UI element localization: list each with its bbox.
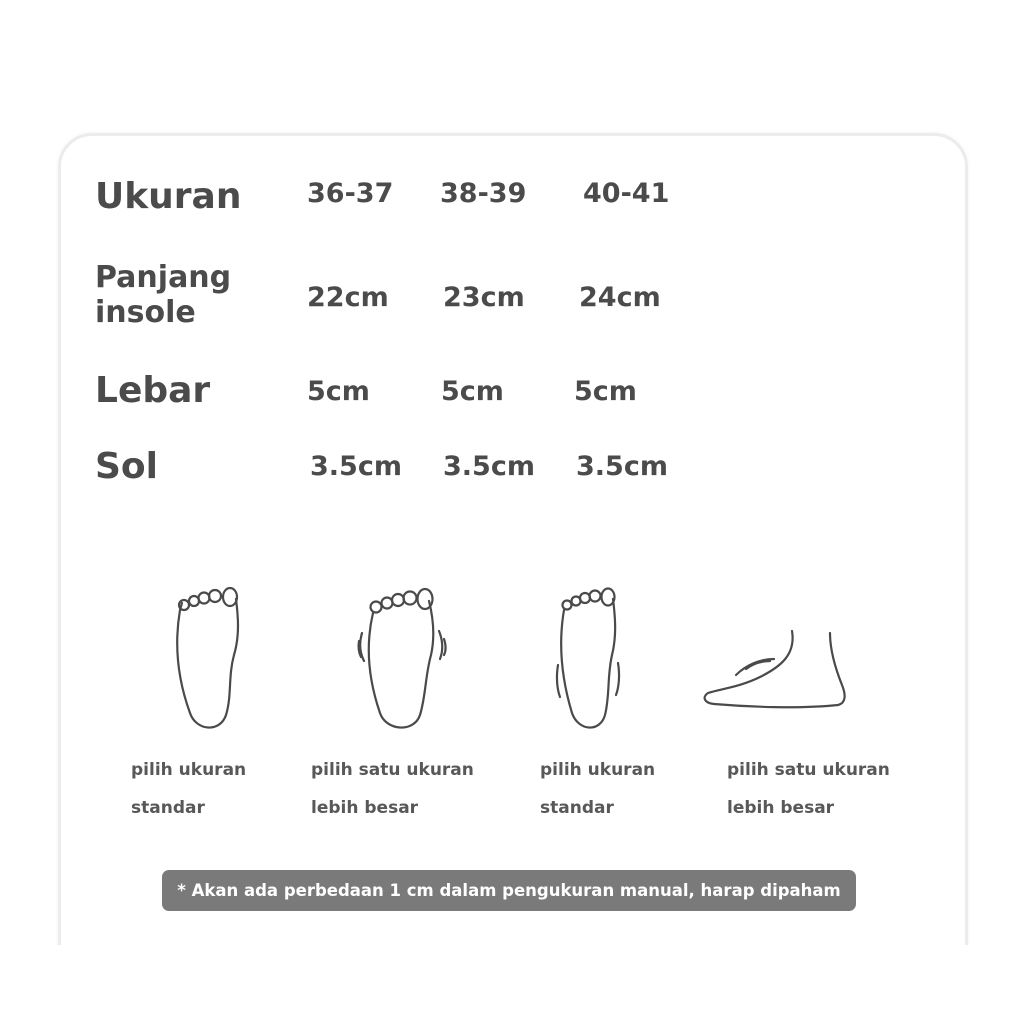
row-label-sol: Sol (95, 446, 158, 487)
size-value: 36-37 (307, 178, 394, 209)
caption-line: standar (540, 798, 614, 818)
length-value: 23cm (443, 282, 525, 313)
caption-line: pilih satu ukuran (727, 760, 890, 780)
row-label-line: insole (95, 294, 196, 330)
caption-line: lebih besar (727, 798, 835, 818)
caption-line: standar (131, 798, 205, 818)
guide-caption (131, 760, 246, 818)
row-label-line: Panjang (95, 260, 232, 295)
sole-value: 3.5cm (576, 451, 668, 482)
sole-value: 3.5cm (310, 451, 402, 482)
caption-line: lebih besar (311, 798, 419, 818)
length-value: 24cm (579, 282, 661, 313)
high-instep-foot-icon (700, 625, 850, 710)
guide-caption (727, 760, 890, 818)
caption-line: pilih ukuran (540, 760, 656, 780)
row-label-lebar: Lebar (95, 370, 211, 411)
row-label-panjang-insole (95, 261, 231, 330)
measurement-note: * Akan ada perbedaan 1 cm dalam pengukuran manual, harap dipaham (162, 870, 856, 911)
width-value: 5cm (441, 376, 504, 407)
bottom-fade (40, 945, 984, 1024)
normal-foot-icon (170, 585, 250, 735)
row-label-ukuran: Ukuran (95, 176, 242, 217)
width-value: 5cm (574, 376, 637, 407)
guide-caption (540, 760, 655, 818)
sole-value: 3.5cm (443, 451, 535, 482)
size-value: 40-41 (583, 178, 670, 209)
length-value: 22cm (307, 282, 389, 313)
caption-line: pilih satu ukuran (311, 760, 474, 780)
wide-foot-icon (355, 585, 450, 735)
caption-line: pilih ukuran (131, 760, 247, 780)
guide-caption (311, 760, 474, 818)
width-value: 5cm (307, 376, 370, 407)
size-value: 38-39 (440, 178, 527, 209)
narrow-foot-icon (552, 585, 632, 735)
